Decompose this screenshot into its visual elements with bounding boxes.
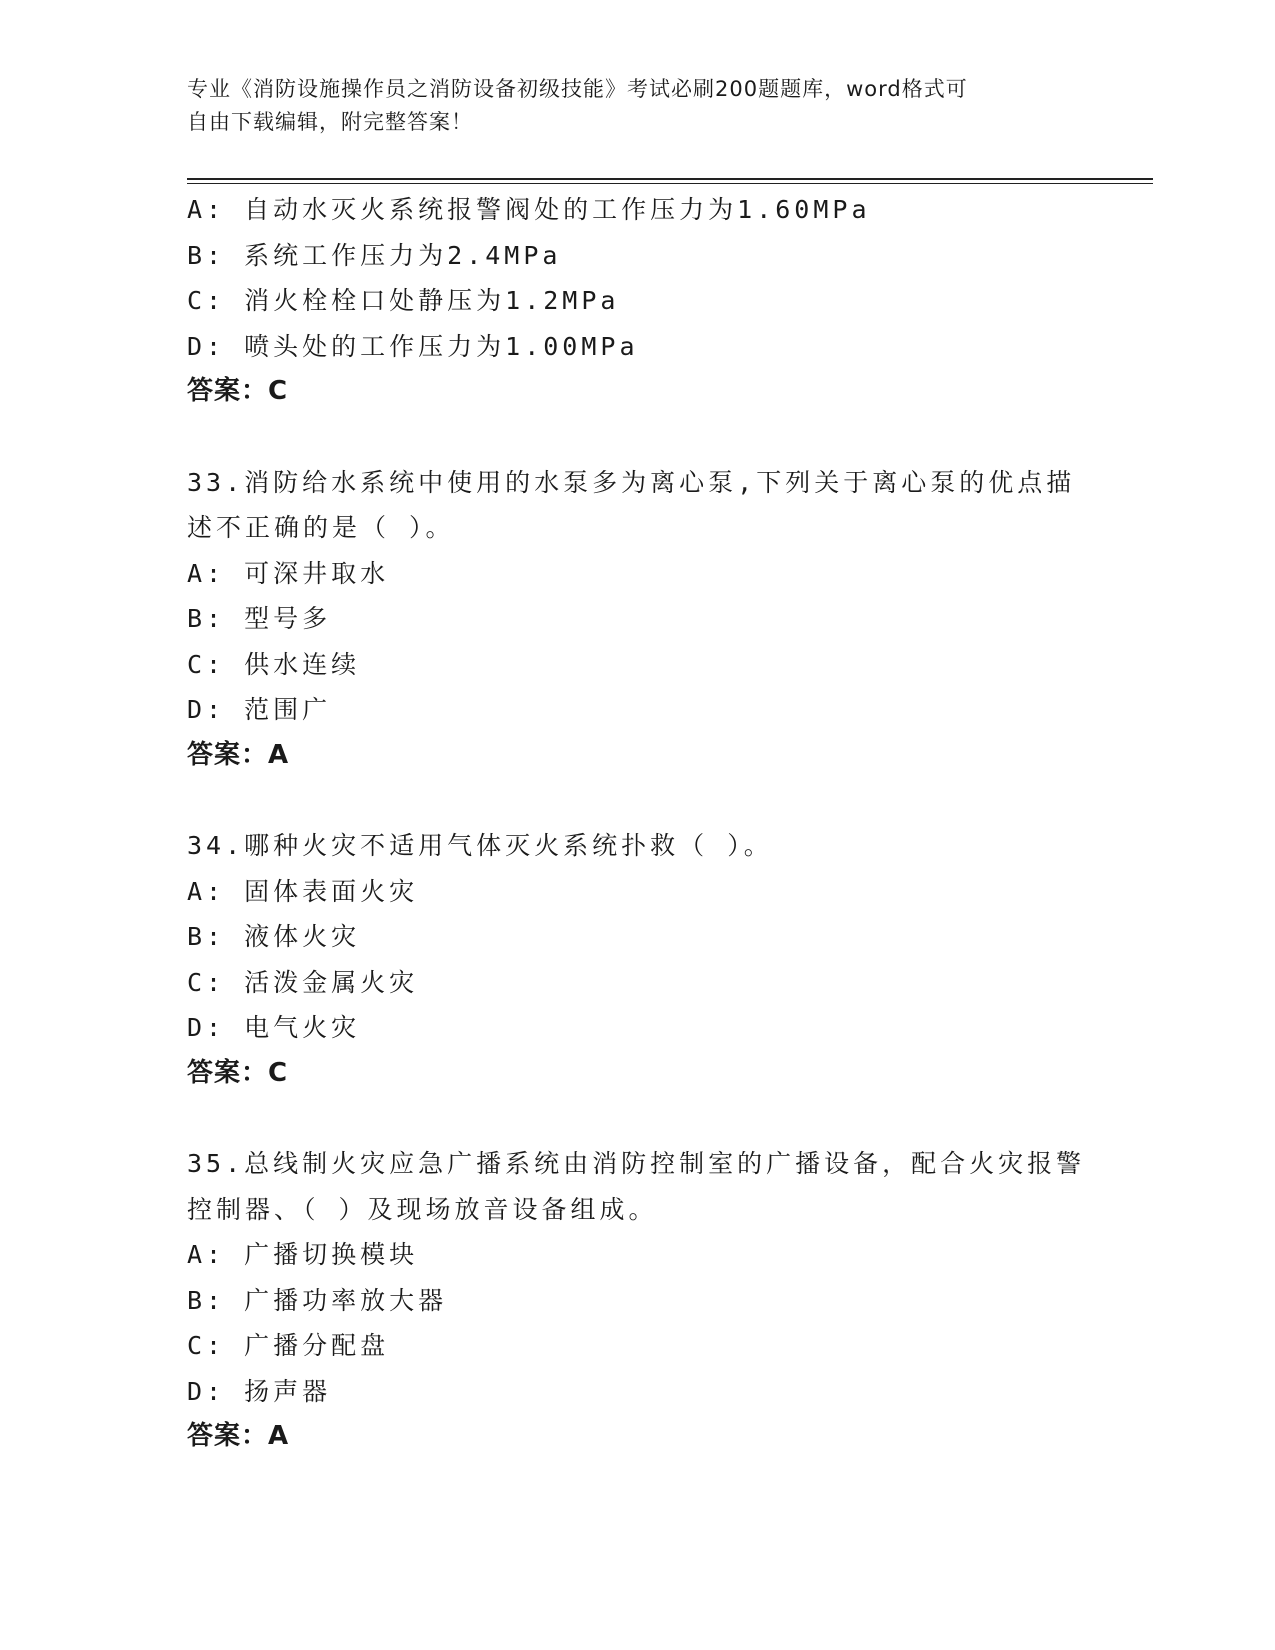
answer: 答案：A [187,739,290,770]
option-d: D: 喷头处的工作压力为1.00MPa [187,331,639,361]
spacer [187,415,1087,460]
header-line-1: 专业《消防设施操作员之消防设备初级技能》考试必刷200题题库，word格式可 [187,77,968,101]
option-a: A: 可深井取水 [187,558,390,588]
question-stem-line-2: 控制器、（ ）及现场放音设备组成。 [187,1194,658,1224]
option-a: A: 自动水灭火系统报警阀处的工作压力为1.60MPa [187,195,871,224]
option-b: B: 系统工作压力为2.4MPa [187,240,562,270]
question-list [187,187,1087,1460]
question-stem-line-1: 33.消防给水系统中使用的水泵多为离心泵,下列关于离心泵的优点描 [187,467,1076,497]
option-d: D: 电气火灾 [187,1013,361,1042]
answer: 答案：C [187,376,289,406]
option-c: C: 消火栓栓口处静压为1.2MPa [187,286,620,315]
option-a: A: 固体表面火灾 [187,876,419,906]
question-33 [187,460,1087,779]
header-divider-thin [187,183,1153,184]
option-c: C: 活泼金属火灾 [187,967,419,997]
spacer [187,778,1087,823]
option-b: B: 液体火灾 [187,922,361,951]
header-line-2: 自由下载编辑，附完整答案！ [187,110,473,134]
question-stem-line-1: 34.哪种火灾不适用气体灭火系统扑救（ ）。 [187,831,773,860]
question-stem-line-2: 述不正确的是（ ）。 [187,513,455,542]
question-stem-line-1: 35.总线制火灾应急广播系统由消防控制室的广播设备，配合火灾报警 [187,1149,1086,1178]
spacer [187,1096,1087,1141]
option-d: D: 范围广 [187,695,332,724]
option-b: B: 型号多 [187,604,332,633]
option-c: C: 供水连续 [187,649,361,679]
answer: 答案：C [187,1057,289,1088]
option-a: A: 广播切换模块 [187,1240,419,1269]
question-32 [187,187,1087,415]
option-d: D: 扬声器 [187,1376,332,1406]
header-divider-thick [187,178,1153,180]
question-35 [187,1141,1087,1460]
document-header [187,73,1067,139]
option-c: C: 广播分配盘 [187,1331,390,1360]
question-34 [187,823,1087,1096]
answer: 答案：A [187,1421,290,1451]
option-b: B: 广播功率放大器 [187,1285,448,1315]
